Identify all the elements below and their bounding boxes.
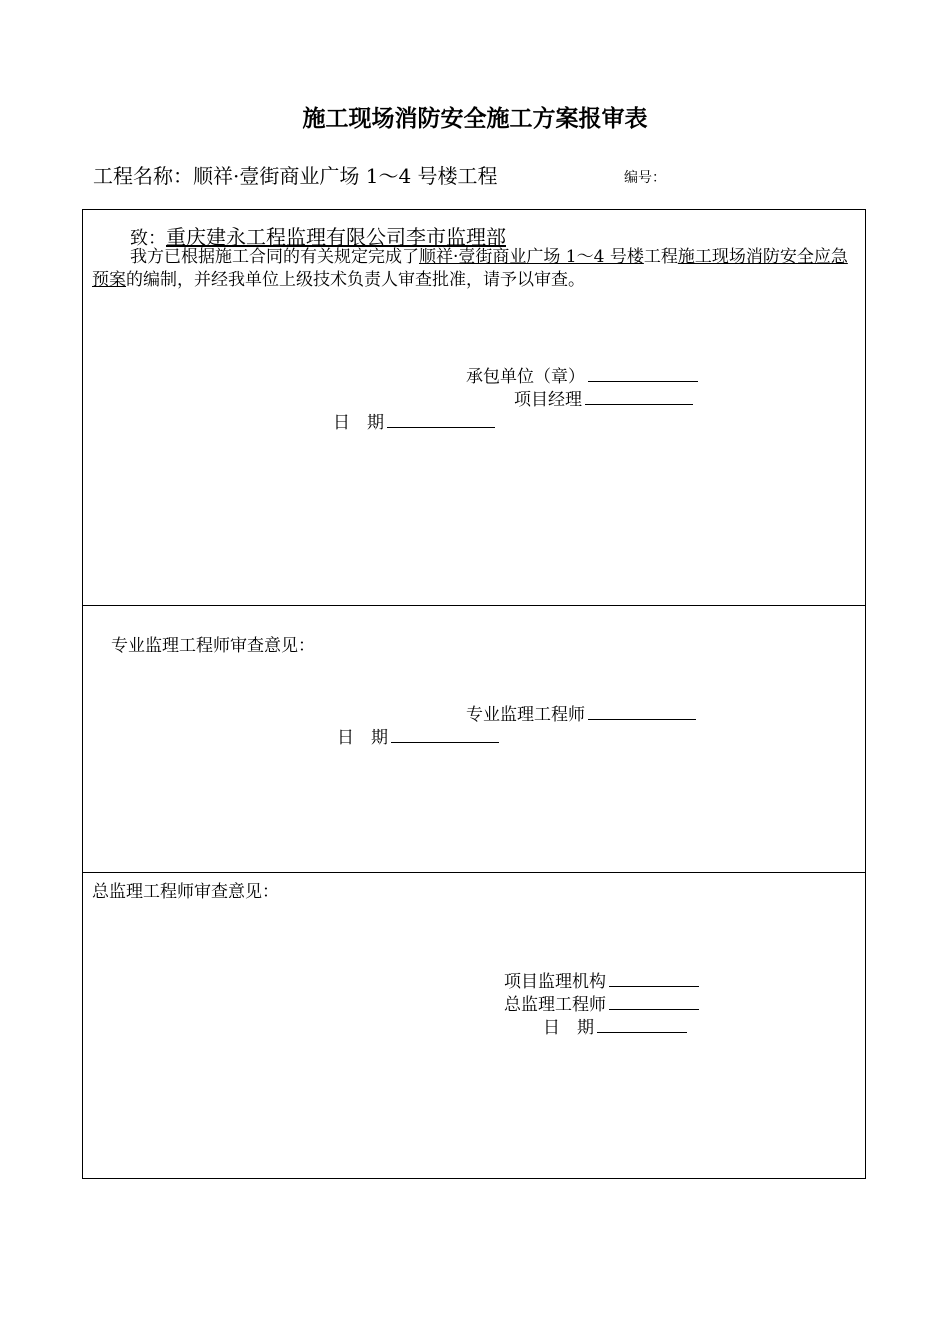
- addressee-label: 致：: [130, 228, 166, 249]
- contractor-signature-row: [466, 362, 698, 387]
- contractor-label: 承包单位（章）: [466, 367, 585, 387]
- paragraph-plan-name: 施工现场消防安全应急预案: [92, 247, 848, 290]
- date-label-2: 日 期: [337, 728, 388, 748]
- submission-paragraph: 我方已根据施工合同的有关规定完成了顺祥·壹街商业广场 1～4 号楼工程施工现场消防安全应急预案的编制，并经我单位上级技术负责人审查批准，请予以审查。: [92, 247, 848, 290]
- engineer-signature-row: [466, 700, 696, 725]
- date-row-2: [337, 723, 499, 748]
- engineer-opinion-label: 专业监理工程师审查意见：: [111, 636, 315, 656]
- date-label-1: 日 期: [333, 413, 384, 433]
- project-name-label: 工程名称：: [93, 164, 193, 188]
- date-line-3[interactable]: [597, 1031, 687, 1033]
- project-name-line: [93, 160, 498, 189]
- org-label: 项目监理机构: [504, 972, 606, 992]
- chief-signature-line[interactable]: [609, 1008, 699, 1010]
- contractor-section: [82, 209, 866, 606]
- org-signature-row: [504, 967, 699, 992]
- engineer-signature-line[interactable]: [588, 718, 696, 720]
- org-signature-line[interactable]: [609, 985, 699, 987]
- manager-signature-line[interactable]: [585, 403, 693, 405]
- document-title: 施工现场消防安全施工方案报审表: [302, 105, 648, 132]
- date-line-2[interactable]: [391, 741, 499, 743]
- manager-label: 项目经理: [514, 390, 582, 410]
- date-line-1[interactable]: [387, 426, 495, 428]
- project-name-value: 顺祥·壹街商业广场 1～4 号楼工程: [193, 164, 498, 188]
- number-label: 编号：: [624, 170, 666, 186]
- engineer-label: 专业监理工程师: [466, 705, 585, 725]
- chief-signature-row: [504, 990, 699, 1015]
- chief-opinion-label: 总监理工程师审查意见：: [92, 882, 279, 902]
- date-row-1: [333, 408, 495, 433]
- addressee-org: 重庆建永工程监理有限公司李市监理部: [166, 225, 506, 249]
- chief-review-section: [82, 872, 866, 1179]
- date-row-3: [543, 1013, 687, 1038]
- date-label-3: 日 期: [543, 1018, 594, 1038]
- manager-signature-row: [514, 385, 693, 410]
- chief-label: 总监理工程师: [504, 995, 606, 1015]
- contractor-signature-line[interactable]: [588, 380, 698, 382]
- engineer-review-section: [82, 605, 866, 873]
- paragraph-project-name: 顺祥·壹街商业广场 1～4 号楼: [419, 247, 644, 267]
